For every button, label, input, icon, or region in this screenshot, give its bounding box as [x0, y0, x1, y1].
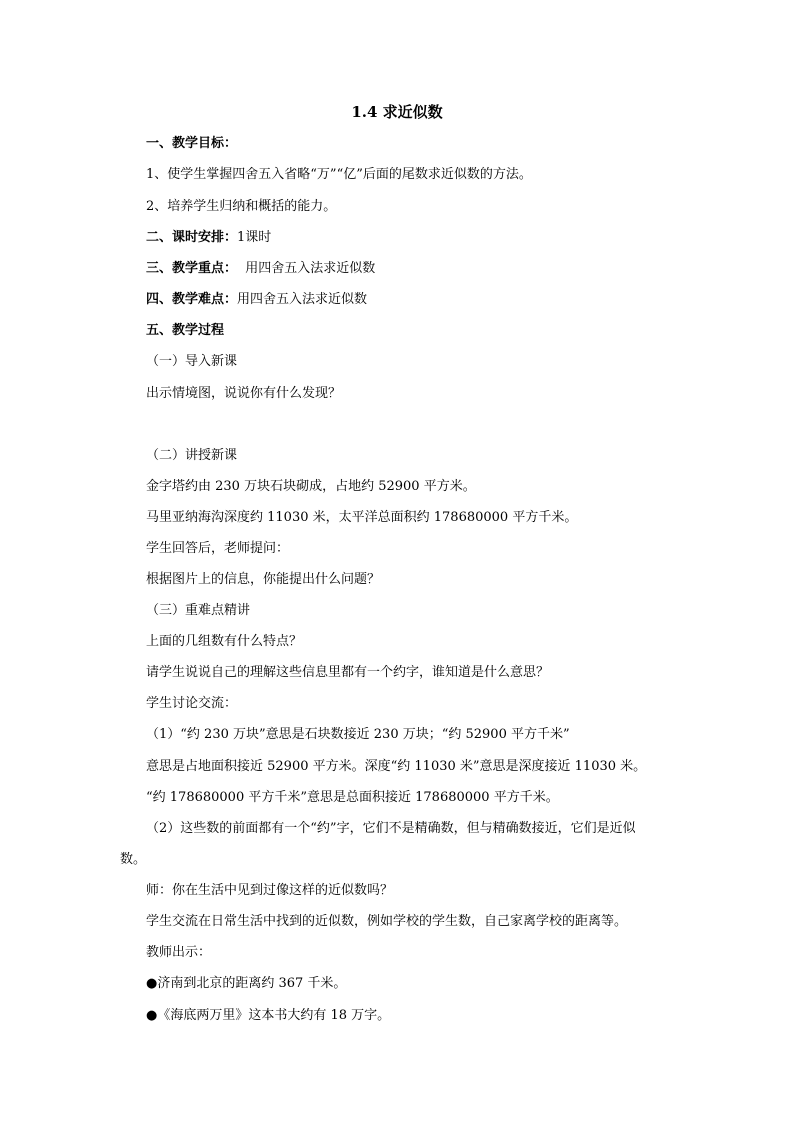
section-heading-schedule: 二、课时安排：1课时: [146, 230, 272, 245]
subsection-intro: （一）导入新课: [146, 354, 238, 369]
document-title: 1.4 求近似数: [351, 103, 443, 121]
section-heading-objectives: [146, 134, 237, 154]
paragraph-line: 请学生说说自己的理解这些信息里都有一个约字，谁知道是什么意思？: [146, 665, 550, 680]
objective-item-1: 1、使学生掌握四舍五入省略“万”“亿”后面的尾数求近似数的方法。: [146, 167, 532, 182]
bullet-item: ●济南到北京的距离约 367 千米。: [146, 976, 347, 991]
paragraph-line: 马里亚纳海沟深度约 11030 米，太平洋总面积约 178680000 平方千米。: [146, 510, 578, 525]
paragraph-line: （2）这些数的前面都有一个“约”字，它们不是精确数，但与精确数接近，它们是近似: [146, 821, 636, 836]
paragraph-line: 根据图片上的信息，你能提出什么问题？: [146, 572, 381, 587]
paragraph-line: 出示情境图，说说你有什么发现？: [146, 386, 342, 401]
paragraph-line: 学生交流在日常生活中找到的近似数，例如学校的学生数，自己家离学校的距离等。: [146, 914, 628, 929]
paragraph-line: 金字塔约由 230 万块石块砌成，占地约 52900 平方米。: [146, 479, 476, 494]
paragraph-line: （1）“约 230 万块”意思是石块数接近 230 万块；“约 52900 平方千米”: [146, 727, 570, 742]
paragraph-line-continued: 数。: [120, 852, 147, 867]
section-heading-difficulty: 四、教学难点：用四舍五入法求近似数: [146, 292, 368, 307]
subsection-new-lesson: （二）讲授新课: [146, 448, 238, 463]
section-heading-process: 五、教学过程: [146, 323, 225, 338]
paragraph-line: “约 178680000 平方千米”意思是总面积接近 178680000 平方千米。: [146, 790, 559, 805]
subsection-key-difficult: （三）重难点精讲: [146, 603, 251, 618]
paragraph-line: 上面的几组数有什么特点？: [146, 634, 303, 649]
paragraph-line: 师：你在生活中见到过像这样的近似数吗？: [146, 883, 394, 898]
paragraph-line: 学生回答后，老师提问：: [146, 541, 290, 556]
objective-item-2: 2、培养学生归纳和概括的能力。: [146, 199, 337, 214]
paragraph-line: 教师出示：: [146, 945, 212, 960]
bullet-item: ●《海底两万里》这本书大约有 18 万字。: [146, 1008, 391, 1023]
paragraph-line: 意思是占地面积接近 52900 平方米。深度“约 11030 米”意思是深度接近 11030 米。: [146, 759, 647, 774]
section-heading-key-point: 三、教学重点： 用四舍五入法求近似数: [146, 261, 376, 276]
paragraph-line: 学生讨论交流：: [146, 696, 238, 711]
line-head: 一、教学目标：: [146, 136, 238, 151]
